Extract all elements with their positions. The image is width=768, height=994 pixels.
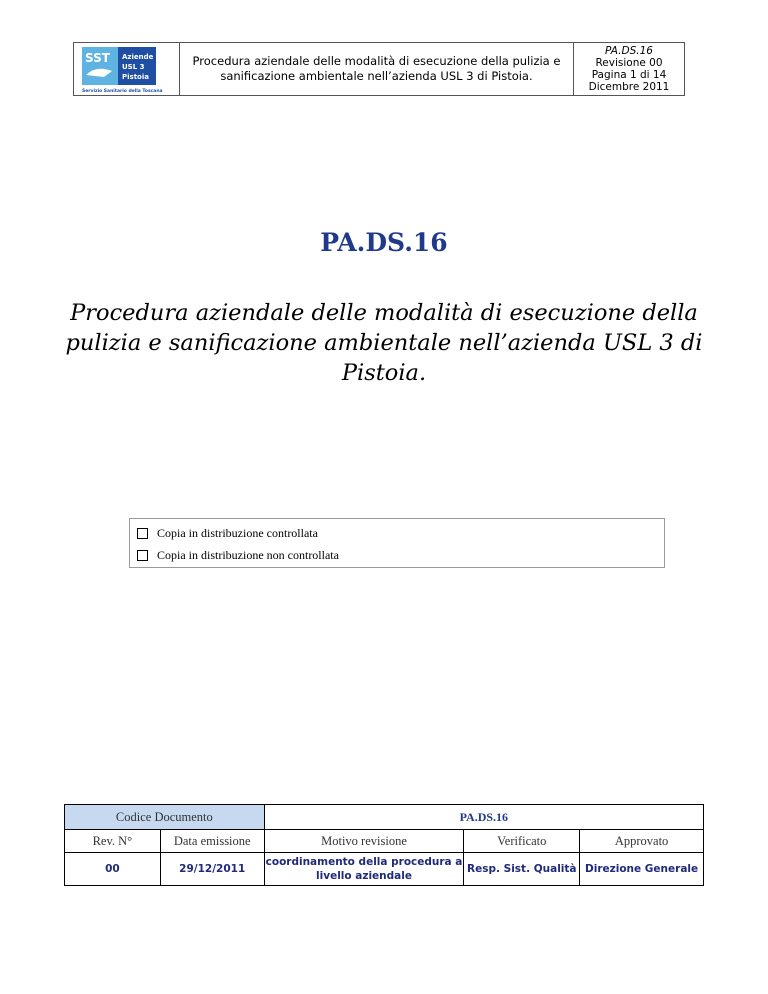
- controlled-label: Copia in distribuzione controllata: [157, 525, 318, 540]
- copy-distribution-box: [129, 518, 665, 568]
- header-page: Pagina 1 di 14: [591, 69, 667, 81]
- svg-text:Aziende: Aziende: [122, 53, 154, 61]
- svg-text:Pistoia: Pistoia: [122, 73, 149, 81]
- header-revision-reason: Motivo revisione: [264, 830, 464, 853]
- revision-row: [65, 853, 704, 886]
- document-code: PA.DS.16: [320, 228, 448, 257]
- controlled-checkbox[interactable]: [137, 528, 148, 539]
- page-header: [73, 42, 685, 96]
- header-date: Dicembre 2011: [588, 81, 670, 93]
- revision-reason: coordinamento della procedura a livello aziendale: [264, 853, 464, 886]
- verified-by: Resp. Sist. Qualità: [464, 853, 580, 886]
- header-title: Procedura aziendale delle modalità di esecuzione della pulizia e sanificazione ambientale nell’azienda USL 3 di Pistoia.: [180, 43, 574, 95]
- issue-date: 29/12/2011: [160, 853, 264, 886]
- copy-uncontrolled-row: [130, 544, 664, 566]
- code-label: Codice Documento: [65, 805, 265, 830]
- header-verified: Verificato: [464, 830, 580, 853]
- header-code: PA.DS.16: [605, 45, 653, 57]
- svg-text:USL 3: USL 3: [122, 63, 145, 71]
- revision-header-row: [65, 830, 704, 853]
- uncontrolled-checkbox[interactable]: [137, 550, 148, 561]
- header-rev-number: Rev. N°: [65, 830, 161, 853]
- header-issue-date: Data emissione: [160, 830, 264, 853]
- header-revision: Revisione 00: [595, 57, 663, 69]
- code-value: PA.DS.16: [264, 805, 703, 830]
- approved-by: Direzione Generale: [580, 853, 704, 886]
- svg-text:SST: SST: [85, 51, 110, 65]
- rev-number: 00: [65, 853, 161, 886]
- logo-cell: [74, 43, 180, 95]
- header-meta: [574, 43, 684, 95]
- header-approved: Approvato: [580, 830, 704, 853]
- revision-table: [64, 804, 704, 886]
- sst-logo: [82, 47, 170, 93]
- copy-controlled-row: [130, 522, 664, 544]
- document-title: Procedura aziendale delle modalità di esecuzione della pulizia e sanificazione ambientale nell’azienda USL 3 di Pistoia.: [65, 300, 703, 386]
- svg-text:Servizio Sanitario della Tosca: Servizio Sanitario della Toscana: [82, 89, 163, 93]
- uncontrolled-label: Copia in distribuzione non controllata: [157, 547, 339, 562]
